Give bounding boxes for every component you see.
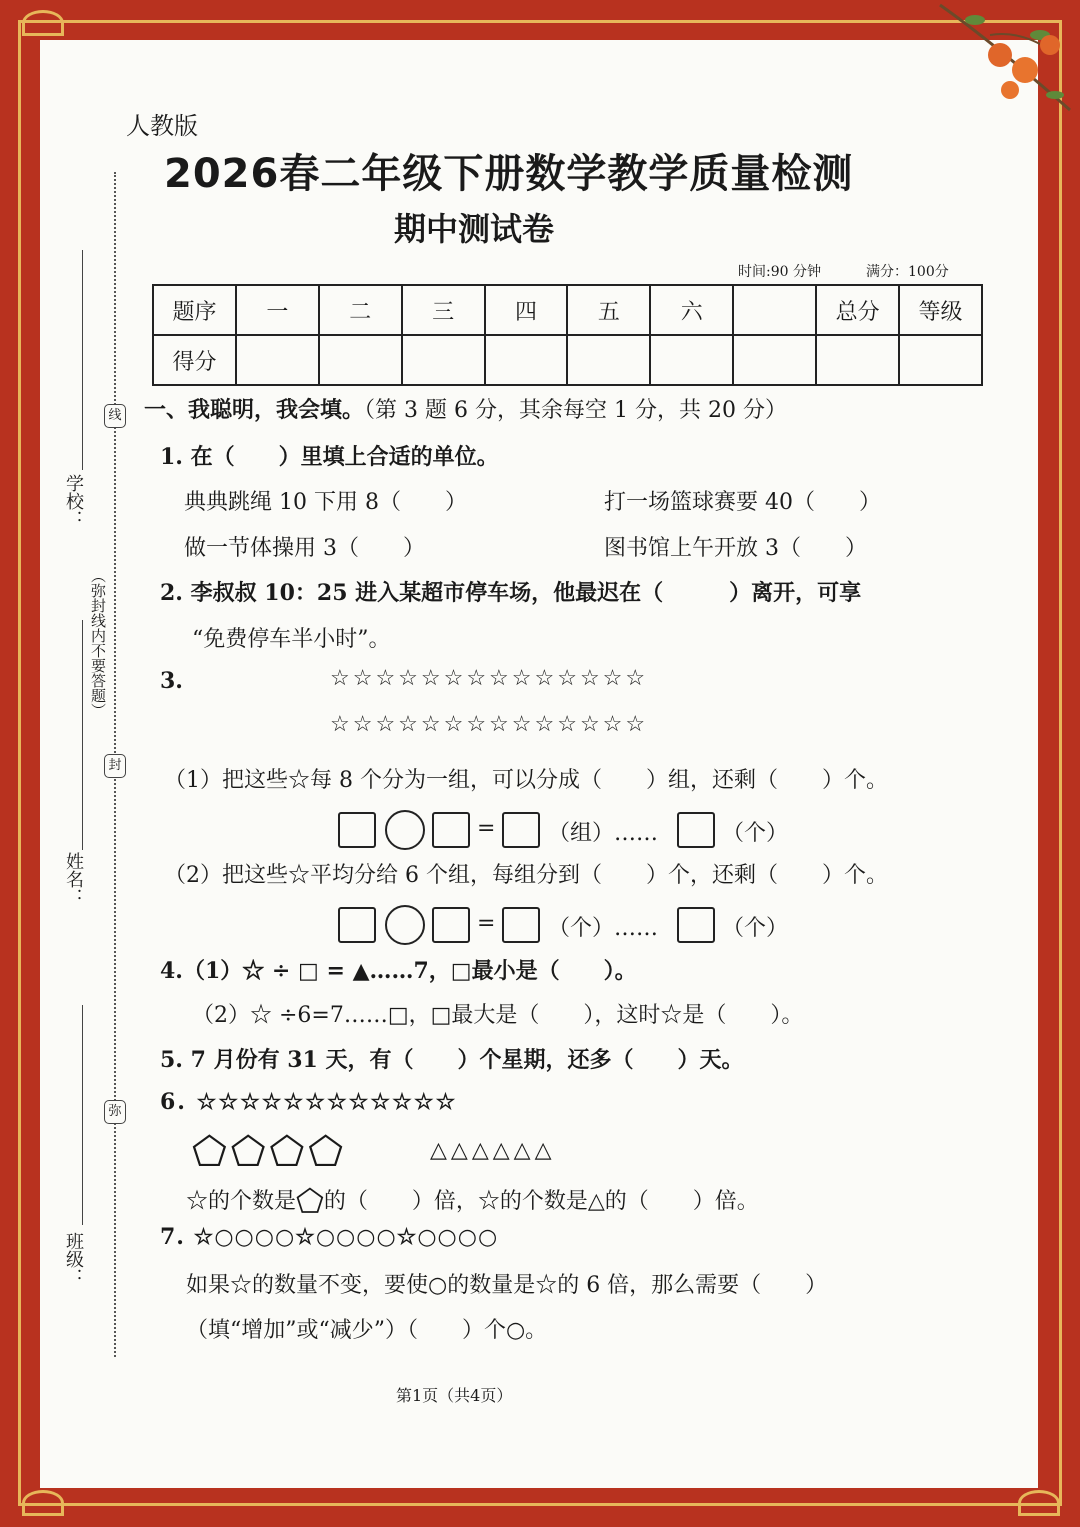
q2-line2: “免费停车半小时”。	[192, 627, 391, 652]
answer-box[interactable]	[338, 907, 376, 943]
name-write-line	[82, 620, 83, 850]
q3-part1: （1）把这些☆每 8 个分为一组，可以分成（ ）组，还剩（ ）个。	[164, 768, 888, 793]
score-table	[152, 284, 983, 386]
q7-line2: （填“增加”或“减少”）（ ）个○。	[186, 1318, 548, 1343]
score-cell[interactable]	[485, 335, 568, 385]
pentagon-icon: ⬠	[296, 1182, 324, 1220]
answer-box[interactable]	[677, 812, 715, 848]
table-header-cell: 一	[236, 285, 319, 335]
q3-part2: （2）把这些☆平均分给 6 个组，每组分到（ ）个，还剩（ ）个。	[164, 863, 888, 888]
page-number: 第1页（共4页）	[396, 1386, 513, 1405]
class-label: 班级：	[63, 1232, 84, 1286]
q6-text-b: 的（ ）倍，☆的个数是△的（ ）倍。	[323, 1189, 759, 1214]
q1-item-c: 做一节体操用 3（ ）	[184, 536, 425, 561]
name-label: 姓名：	[63, 852, 84, 906]
answer-box[interactable]	[338, 812, 376, 848]
gold-border-bottom	[18, 1503, 1062, 1506]
q3-stars-row1: ☆☆☆☆☆☆☆☆☆☆☆☆☆☆	[330, 666, 649, 691]
q3-unit-remainder: （个）	[722, 916, 789, 941]
q6-triangles: △△△△△△	[430, 1138, 556, 1163]
score-cell[interactable]	[402, 335, 485, 385]
gold-border-left	[18, 20, 21, 1506]
page-subtitle: 期中测试卷	[394, 210, 555, 248]
exam-time: 时间:90 分钟	[738, 264, 821, 280]
q1-stem: 1. 在（ ）里填上合适的单位。	[160, 444, 499, 470]
school-label: 学校：	[63, 474, 84, 528]
q1-item-b: 打一场篮球赛要 40（ ）	[604, 490, 881, 515]
cloud-ornament-icon	[22, 10, 64, 36]
seal-mi-mark: 弥	[104, 1100, 126, 1124]
seal-line-mark: 线	[104, 404, 126, 428]
score-cell[interactable]	[236, 335, 319, 385]
score-cell[interactable]	[899, 335, 982, 385]
answer-box[interactable]	[502, 907, 540, 943]
q3-number: 3.	[160, 668, 183, 694]
q3-unit-pieces: （个）	[722, 821, 789, 846]
gold-border-top	[18, 20, 1062, 23]
class-write-line	[82, 1005, 83, 1225]
q6-text-a: ☆的个数是	[186, 1189, 297, 1214]
answer-box[interactable]	[677, 907, 715, 943]
table-header-cell: 题序	[153, 285, 236, 335]
answer-box[interactable]	[432, 812, 470, 848]
equals-sign: =	[477, 911, 496, 936]
table-header-cell: 三	[402, 285, 485, 335]
score-cell[interactable]	[319, 335, 402, 385]
full-score: 满分：100分	[866, 264, 949, 280]
table-row	[153, 285, 982, 335]
q5-line: 5. 7 月份有 31 天，有（ ）个星期，还多（ ）天。	[160, 1047, 744, 1073]
q1-item-d: 图书馆上午开放 3（ ）	[604, 536, 867, 561]
persimmon-branch-icon	[930, 0, 1080, 120]
cloud-ornament-icon	[1018, 1490, 1060, 1516]
score-cell[interactable]	[567, 335, 650, 385]
edition-label: 人教版	[126, 112, 198, 140]
score-cell[interactable]	[733, 335, 816, 385]
answer-box[interactable]	[502, 812, 540, 848]
table-header-cell: 四	[485, 285, 568, 335]
q2-line1: 2. 李叔叔 10：25 进入某超市停车场，他最迟在（ ）离开，可享	[160, 580, 862, 606]
q7-line1: 如果☆的数量不变，要使○的数量是☆的 6 倍，那么需要（ ）	[186, 1273, 828, 1298]
score-row-label: 得分	[153, 335, 236, 385]
q3-stars-row2: ☆☆☆☆☆☆☆☆☆☆☆☆☆☆	[330, 712, 649, 737]
equals-sign: =	[477, 816, 496, 841]
seal-seal-mark: 封	[104, 754, 126, 778]
q4-line2: （2）☆ ÷6=7……□，□最大是（ ），这时☆是（ ）。	[192, 1003, 804, 1028]
table-header-cell	[733, 285, 816, 335]
page-title: 2026春二年级下册数学教学质量检测	[164, 151, 854, 197]
q3-unit-group: （组）……	[548, 821, 659, 846]
school-write-line	[82, 250, 83, 470]
cloud-ornament-icon	[22, 1490, 64, 1516]
gold-border-right	[1059, 20, 1062, 1506]
q3-unit-each: （个）……	[548, 916, 659, 941]
q4-line1: 4.（1）☆ ÷ □ = ▲……7，□最小是（ ）。	[160, 958, 637, 984]
q6-pentagons: ⬠⬠⬠⬠	[192, 1129, 348, 1175]
table-header-cell: 五	[567, 285, 650, 335]
table-header-cell: 六	[650, 285, 733, 335]
do-not-answer-notice: （弥封线内不要答题）	[89, 568, 107, 718]
q6-stars: 6. ☆☆☆☆☆☆☆☆☆☆☆☆	[160, 1089, 458, 1115]
table-row	[153, 335, 982, 385]
operator-circle[interactable]	[385, 810, 425, 850]
table-header-cell: 等级	[899, 285, 982, 335]
table-header-cell: 二	[319, 285, 402, 335]
section-heading: 一、我聪明，我会填。	[144, 398, 365, 423]
score-cell[interactable]	[816, 335, 899, 385]
section-note: （第 3 题 6 分，其余每空 1 分，共 20 分）	[364, 398, 787, 423]
q7-sequence: 7. ☆○○○○☆○○○○☆○○○○	[160, 1224, 499, 1250]
q1-item-a: 典典跳绳 10 下用 8（ ）	[184, 490, 467, 515]
table-header-cell: 总分	[816, 285, 899, 335]
answer-box[interactable]	[432, 907, 470, 943]
operator-circle[interactable]	[385, 905, 425, 945]
score-cell[interactable]	[650, 335, 733, 385]
